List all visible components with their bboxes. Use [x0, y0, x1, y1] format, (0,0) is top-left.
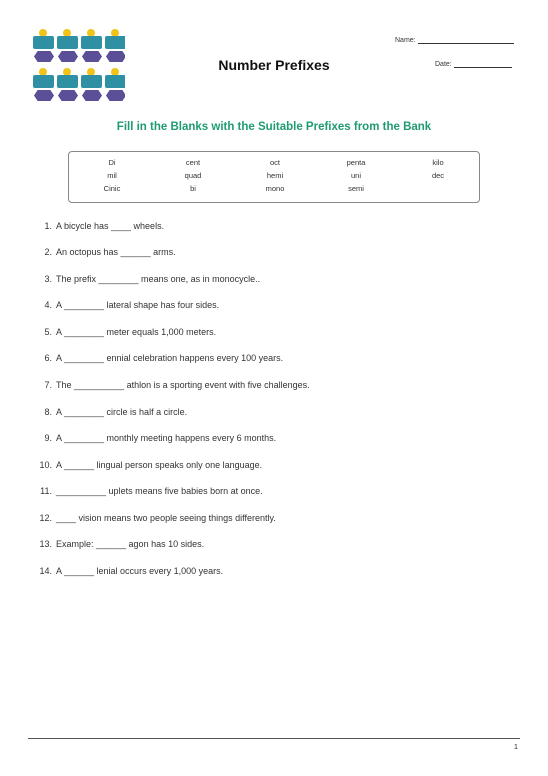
question-text: A ________ circle is half a circle.: [56, 407, 188, 417]
question-text: A ______ lenial occurs every 1,000 years.: [56, 566, 224, 576]
question-text: The prefix ________ means one, as in monocycle..: [56, 274, 261, 284]
question-10: [0, 460, 262, 470]
question-text: Example: ______ agon has 10 sides.: [56, 539, 205, 549]
question-number: 8.: [44, 407, 52, 417]
question-11: [0, 486, 263, 496]
name-label: Name:: [395, 37, 416, 44]
date-label: Date:: [435, 61, 452, 68]
bank-word: hemi: [266, 171, 284, 180]
logo-tile: [57, 68, 78, 103]
question-number: 12.: [39, 513, 52, 523]
page-number: 1: [513, 742, 518, 751]
word-bank: [68, 151, 480, 203]
question-number: 7.: [44, 380, 52, 390]
bank-word: mil: [107, 171, 117, 180]
question-text: __________ uplets means five babies born at once.: [56, 486, 263, 496]
bank-word: quad: [184, 171, 202, 180]
logo-tile: [81, 68, 102, 103]
question-6: [0, 353, 283, 363]
logo-tile: [105, 68, 125, 103]
name-field[interactable]: [395, 37, 514, 44]
question-number: 5.: [44, 327, 52, 337]
question-14: [0, 566, 223, 576]
date-field[interactable]: [435, 61, 512, 68]
question-13: [0, 539, 204, 549]
question-text: ____ vision means two people seeing things differently.: [56, 513, 276, 523]
question-number: 10.: [39, 460, 52, 470]
question-text: A ________ ennial celebration happens every 100 years.: [56, 353, 284, 363]
bank-word: semi: [348, 184, 364, 193]
question-9: [0, 433, 276, 443]
question-12: [0, 513, 276, 523]
bank-word: kilo: [432, 158, 444, 167]
question-number: 2.: [44, 247, 52, 257]
question-2: [0, 247, 176, 257]
question-number: 6.: [44, 353, 52, 363]
bank-word: uni: [350, 171, 362, 180]
bank-word: bi: [190, 184, 196, 193]
bank-word: cent: [185, 158, 201, 167]
instructions-heading: Fill in the Blanks with the Suitable Prefixes from the Bank: [116, 121, 432, 133]
question-text: An octopus has ______ arms.: [56, 247, 176, 257]
question-8: [0, 407, 187, 417]
question-number: 13.: [39, 539, 52, 549]
question-text: A bicycle has ____ wheels.: [56, 221, 165, 231]
bank-word: penta: [346, 158, 366, 167]
footer-divider: [28, 738, 520, 739]
question-number: 9.: [44, 433, 52, 443]
question-4: [0, 300, 219, 310]
bank-word: mono: [265, 184, 285, 193]
date-line[interactable]: [454, 67, 512, 68]
question-3: [0, 274, 260, 284]
question-7: [0, 380, 310, 390]
bank-word: dec: [431, 171, 445, 180]
question-text: A ________ monthly meeting happens every 6 months.: [56, 433, 277, 443]
question-number: 11.: [40, 486, 52, 496]
question-text: The __________ athlon is a sporting event with five challenges.: [56, 380, 310, 390]
bank-word: Cinic: [103, 184, 121, 193]
question-5: [0, 327, 216, 337]
bank-word: Di: [108, 158, 116, 167]
question-text: A ________ meter equals 1,000 meters.: [56, 327, 217, 337]
question-text: A ________ lateral shape has four sides.: [56, 300, 220, 310]
question-number: 3.: [44, 274, 52, 284]
question-number: 4.: [44, 300, 52, 310]
bank-word: oct: [269, 158, 281, 167]
question-1: [0, 221, 164, 231]
logo-tile: [33, 68, 54, 103]
question-number: 14.: [39, 566, 52, 576]
page-title: Number Prefixes: [218, 57, 330, 73]
question-number: 1.: [44, 221, 52, 231]
name-line[interactable]: [418, 43, 514, 44]
question-text: A ______ lingual person speaks only one language.: [56, 460, 263, 470]
